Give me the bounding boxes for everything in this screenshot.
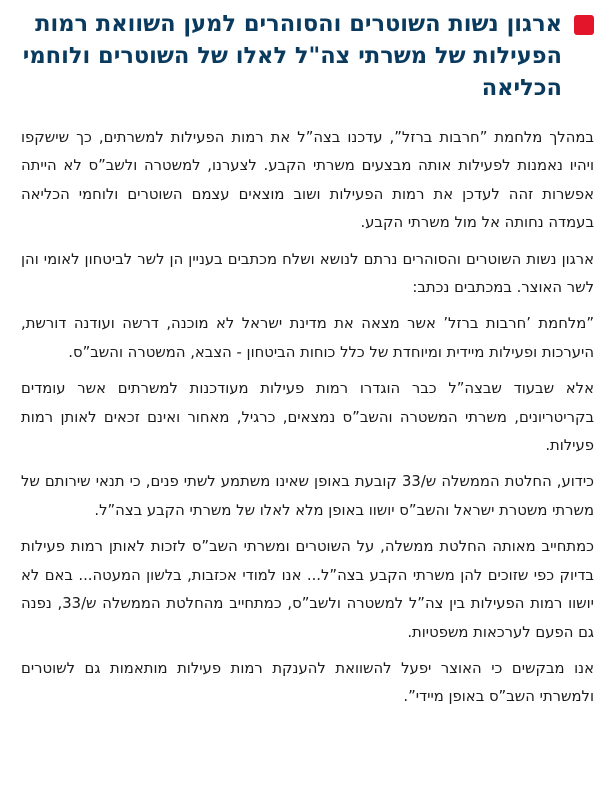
body-paragraph-4: אלא שבעוד שבצה”ל כבר הוגדרו רמות פעילות מעודכנות למשרתים אשר עומדים בקריטריונים, משרתי המשטרה והשב”ס נמצאים, כרגיל, מאחור ואינם זכאים לאותן רמות פעילות. <box>21 380 594 455</box>
article-title: ארגון נשות השוטרים והסוהרים למען השוואת רמות הפעילות של משרתי צה"ל לאלו של השוטרים ולוחמי הכליאה <box>22 11 562 101</box>
article-body <box>21 124 594 720</box>
body-paragraph-3: ”מלחמת ’חרבות ברזל’ אשר מצאה את מדינת ישראל לא מוכנה, דרשה ועודנה דורשת, היערכות ופעילות מיידית ומיוחדת של כלל כוחות הביטחון - הצבא, המשטרה והשב”ס. <box>21 315 594 361</box>
body-paragraph-7: אנו מבקשים כי האוצר יפעל להשוואת להענקת רמות פעילות מותאמות גם לשוטרים ולמשרתי השב”ס באופן מיידי”. <box>21 659 594 706</box>
body-paragraph-2: ארגון נשות השוטרים והסוהרים נרתם לנושא ושלח מכתבים בעניין הן לשר לביטחון לאומי והן לשר האוצר. במכתבים נכתב: <box>21 250 594 297</box>
body-paragraph-1: במהלך מלחמת ”חרבות ברזל”, עדכנו בצה”ל את רמות הפעילות למשרתים, כך שישקפו ויהיו נאמנות לפעילות אותה מבצעים משרתי הקבע. לצערנו, למשטרה ולשב”ס לא הייתה אפשרות זהה לעדכן את רמות הפעילות ושוב מוצאים עצמם השוטרים ולוחמי הכליאה בעמדה נחותה אל מול משרתי הקבע. <box>21 129 594 232</box>
body-paragraph-5: כידוע, החלטת הממשלה ש/33 קובעת באופן שאינו משתמע לשתי פנים, כי תנאי שירותם של משרתי משטרת ישראל והשב”ס יושוו באופן מלא לאלו של משרתי הקבע בצה”ל. <box>21 473 595 519</box>
red-square-bullet-icon <box>574 15 594 35</box>
article-header <box>22 8 594 104</box>
body-paragraph-6: כמתחייב מאותה החלטת ממשלה, על השוטרים ומשרתי השב”ס לזכות לאותן רמות פעילות בדיוק כפי שזוכים להן משרתי הקבע בצה”ל... אנו למודי אכזבות, בלשון המעטה... באם לא יושוו רמות הפעילות בין צה”ל למשטרה ולשב”ס, כמתחייב מהחלטת הממשלה ש/33, נפנה גם הפעם לערכאות משפטיות. <box>21 538 594 641</box>
